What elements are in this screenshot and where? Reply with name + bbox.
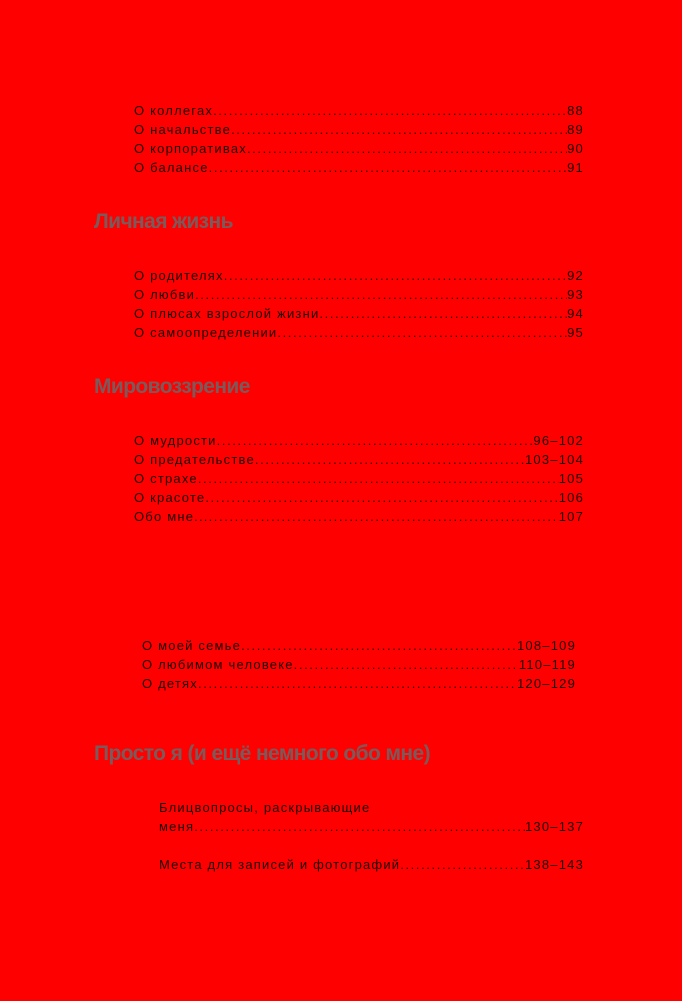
toc-entry-title: О любви [134,287,196,302]
toc-entry-title: О плюсах взрослой жизни [134,306,320,321]
toc-entry-page: 105 [558,471,584,486]
toc-entry [159,818,584,836]
toc-entry [134,470,584,488]
toc-entry-page: 106 [558,490,584,505]
toc-entry-page: 88 [567,103,584,118]
toc-entry [134,305,584,323]
toc-entry [134,140,584,158]
toc-entry-title: О любимом человеке [142,657,294,672]
dot-leader [198,675,517,693]
toc-entry [134,508,584,526]
toc-entry-page: 130–137 [524,819,584,834]
toc-entry-page: 110–119 [518,657,576,672]
toc-entry-page: 91 [567,160,584,175]
section-heading-just-me: Просто я (и ещё немного обо мне) [94,742,430,765]
toc-entry [142,675,576,693]
toc-entry-page: 95 [567,325,584,340]
dot-leader [217,432,534,450]
toc-entry-title: О предательстве [134,452,255,467]
toc-entry-title: О балансе [134,160,209,175]
toc-entry-page: 89 [567,122,584,137]
toc-entry [134,121,584,139]
toc-entry [134,451,584,469]
toc-entry [159,856,584,874]
toc-entry-title: Обо мне... [134,509,209,524]
toc-entry-title: О моей семье [142,638,242,653]
toc-entry [142,656,576,674]
toc-entry-page: 94 [567,306,584,321]
dot-leader [195,286,567,304]
toc-entry-title: О красоте [134,490,206,505]
toc-entry-title: О мудрости [134,433,217,448]
section-heading-worldview: Мировоззрение [94,375,250,398]
toc-entry-page: 107 [558,509,584,524]
dot-leader [231,121,567,139]
dot-leader [205,489,558,507]
toc-entry [134,159,584,177]
dot-leader [255,451,525,469]
dot-leader [209,159,567,177]
toc-entry-page: 120–129 [516,676,576,691]
dot-leader [198,470,559,488]
toc-entry [134,267,584,285]
toc-entry-page: 138–143 [524,857,584,872]
toc-entry-title: Места для записей и фотографий [159,857,401,872]
toc-entry-title: О начальстве [134,122,232,137]
section-heading-personal-life: Личная жизнь [94,210,233,233]
toc-entry-title: О страхе [134,471,198,486]
toc-entry-title: меня [159,819,195,834]
toc-entry-title: О самоопределении [134,325,278,340]
toc-entry [134,286,584,304]
toc-entry-page: 93 [567,287,584,302]
toc-entry [134,489,584,507]
dot-leader [224,267,567,285]
toc-entry-title: О детях [142,676,199,691]
dot-leader [319,305,567,323]
toc-entry [134,324,584,342]
toc-entry-page: 96–102 [533,433,584,448]
toc-entry-page: 92 [567,268,584,283]
dot-leader [400,856,525,874]
toc-entry [134,432,584,450]
toc-entry-title: О корпоративах [134,141,247,156]
toc-entry-title: О коллегах [134,103,214,118]
toc-entry-page: 108–109 [516,638,576,653]
toc-entry-page: 90 [567,141,584,156]
dot-leader [209,508,559,526]
dot-leader [194,818,525,836]
toc-entry-page: 103–104 [524,452,584,467]
dot-leader [294,656,519,674]
dot-leader [241,637,517,655]
dot-leader [213,102,567,120]
toc-entry-title-line1: Блицвопросы, раскрывающие [159,800,371,815]
dot-leader [277,324,567,342]
toc-entry [142,637,576,655]
dot-leader [247,140,567,158]
toc-entry-title: О родителях [134,268,224,283]
toc-entry [134,102,584,120]
